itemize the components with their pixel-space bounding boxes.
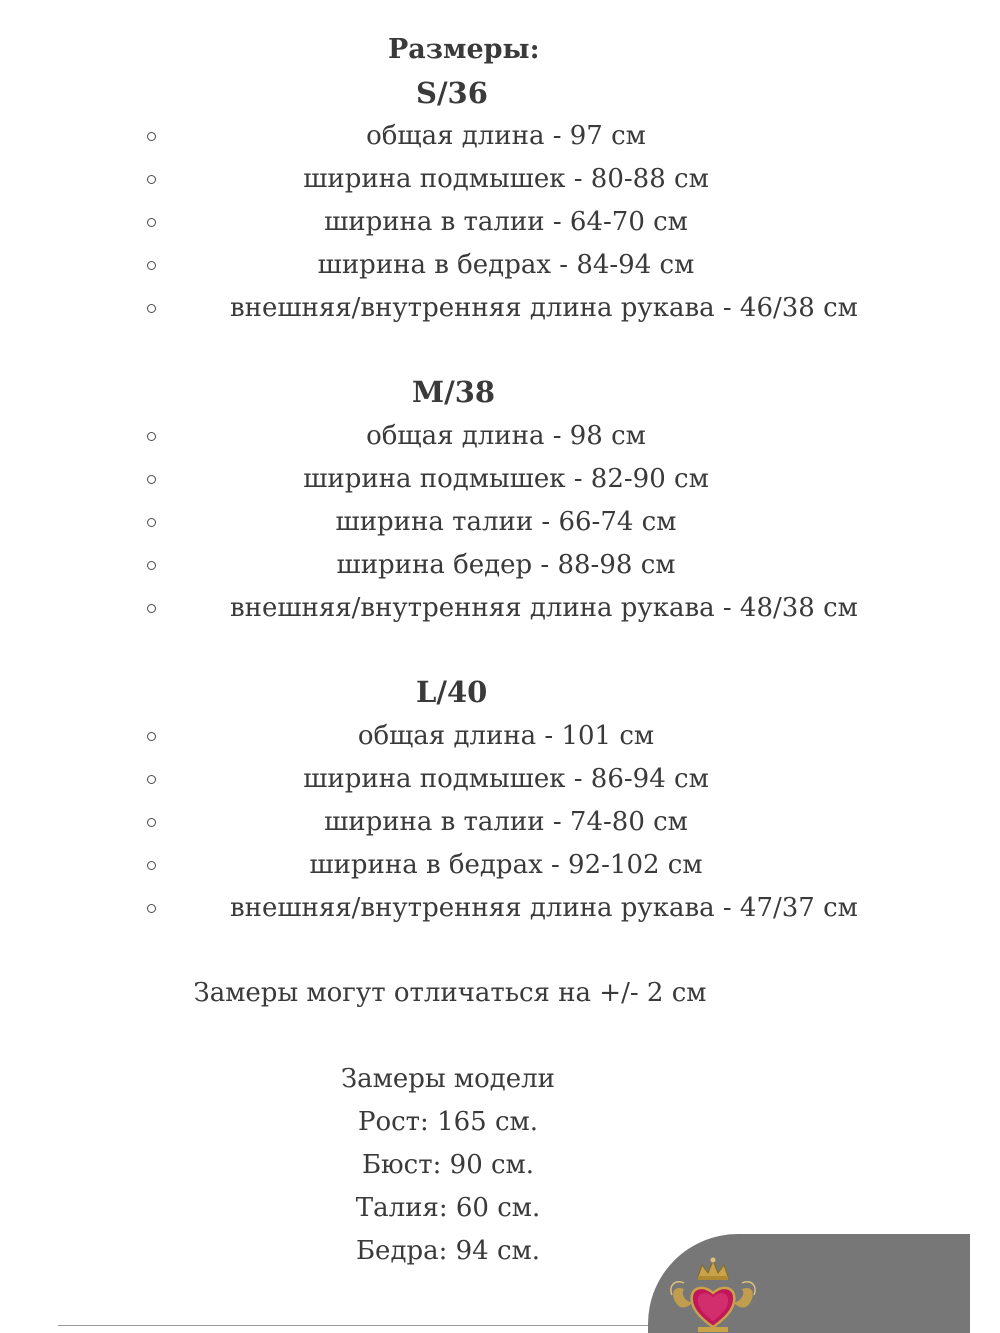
bullet-icon [147, 218, 156, 227]
bullet-icon [147, 132, 156, 141]
list-item: ширина бедер - 88-98 см [0, 548, 1000, 588]
list-item: общая длина - 97 см [0, 119, 1000, 159]
list-item: общая длина - 98 см [0, 419, 1000, 459]
list-item: ширина в бедрах - 84-94 см [0, 248, 1000, 288]
list-item: внешняя/внутренняя длина рукава - 46/38 см [0, 291, 1000, 331]
list-item: внешняя/внутренняя длина рукава - 48/38 см [0, 591, 1000, 631]
bullet-icon [147, 432, 156, 441]
crowned-heart-emblem-icon [668, 1255, 758, 1333]
list-item: общая длина - 101 см [0, 719, 1000, 759]
list-item: ширина подмышек - 82-90 см [0, 462, 1000, 502]
bullet-icon [147, 732, 156, 741]
list-item: ширина в талии - 64-70 см [0, 205, 1000, 245]
bullet-icon [147, 561, 156, 570]
list-item: ширина талии - 66-74 см [0, 505, 1000, 545]
model-height: Рост: 165 см. [357, 1107, 539, 1137]
model-waist: Талия: 60 см. [355, 1193, 541, 1223]
page-title: Размеры: [388, 34, 540, 65]
model-hips: Бедра: 94 см. [355, 1236, 541, 1266]
list-item: ширина в бедрах - 92-102 см [0, 848, 1000, 888]
model-title: Замеры модели [340, 1064, 556, 1094]
bullet-icon [147, 261, 156, 270]
size-title-s: S/36 [416, 76, 488, 110]
bullet-icon [147, 818, 156, 827]
bullet-icon [147, 518, 156, 527]
list-item: внешняя/внутренняя длина рукава - 47/37 см [0, 891, 1000, 931]
bullet-icon [147, 904, 156, 913]
list-item: ширина в талии - 74-80 см [0, 805, 1000, 845]
list-item: ширина подмышек - 86-94 см [0, 762, 1000, 802]
list-item: ширина подмышек - 80-88 см [0, 162, 1000, 202]
measurement-note: Замеры могут отличаться на +/- 2 см [193, 978, 707, 1008]
size-title-m: M/38 [412, 375, 496, 409]
size-title-l: L/40 [416, 675, 488, 709]
bullet-icon [147, 775, 156, 784]
bullet-icon [147, 175, 156, 184]
divider [58, 1325, 658, 1326]
model-bust: Бюст: 90 см. [361, 1150, 535, 1180]
bullet-icon [147, 604, 156, 613]
bullet-icon [147, 861, 156, 870]
bullet-icon [147, 304, 156, 313]
bullet-icon [147, 475, 156, 484]
